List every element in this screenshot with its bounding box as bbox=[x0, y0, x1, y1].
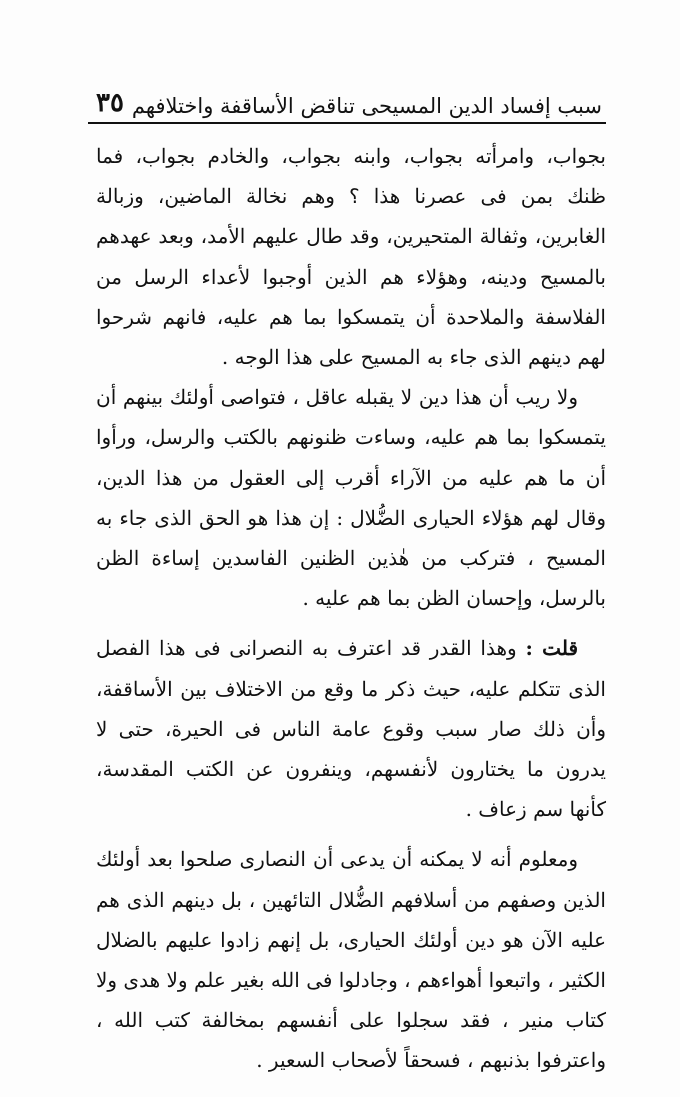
paragraph-3-text: وهذا القدر قد اعترف به النصرانى فى هذا الفصل الذى تتكلم عليه، حيث ذكر ما وقع من الاختلاف بين الأساقفة، وأن ذلك صار سبب وقوع عامة الناس فى الحيرة، حتى لا يدرون ما يختارون لأنفسهم، وينفرون عن الكتب المقدسة، كأنها سم زعاف . bbox=[96, 636, 606, 822]
paragraph-3 bbox=[96, 628, 606, 829]
paragraph-2-text: ولا ريب أن هذا دين لا يقبله عاقل ، فتواصى أولئك بينهم أن يتمسكوا بما هم عليه، وساءت ظنونهم بالكتب والرسل، ورأوا أن ما هم عليه من الآراء أقرب إلى العقول من هذا الدين، وقال لهم هؤلاء الحيارى الضُّلال : إن هذا هو الحق الذى جاء به المسيح ، فتركب من هٰذين الظنين الفاسدين إساءة الظن بالرسل، وإحسان الظن بما هم عليه . bbox=[96, 385, 606, 611]
running-header bbox=[88, 78, 606, 118]
header-rule bbox=[88, 122, 606, 124]
header-title: سبب إفساد الدين المسيحى تناقض الأساقفة واختلافهم bbox=[131, 94, 602, 118]
paragraph-1 bbox=[96, 136, 606, 377]
paragraph-2 bbox=[96, 377, 606, 618]
body-text bbox=[96, 136, 606, 1081]
paragraph-3-lead: قلت : bbox=[525, 636, 579, 661]
page-number: ٣٥ bbox=[96, 88, 124, 118]
paragraph-4 bbox=[96, 839, 606, 1080]
paragraph-1-text: بجواب، وامرأته بجواب، وابنه بجواب، والخادم بجواب، فما ظنك بمن فى عصرنا هذا ؟ وهم نخالة الماضين، وزبالة الغابرين، وثفالة المتحيرين، وقد طال عليهم الأمد، وبعد عهدهم بالمسيح ودينه، وهؤلاء هم الذين أوجبوا لأعداء الرسل من الفلاسفة والملاحدة أن يتمسكوا بما هم عليه، فانهم شرحوا لهم دينهم الذى جاء به المسيح على هذا الوجه . bbox=[96, 144, 606, 370]
paragraph-4-text: ومعلوم أنه لا يمكنه أن يدعى أن النصارى صلحوا بعد أولئك الذين وصفهم من أسلافهم الضُّلال التائهين ، بل دينهم الذى هم عليه الآن هو دين أولئك الحيارى، بل إنهم زادوا عليهم بالضلال الكثير ، واتبعوا أهواءهم ، وجادلوا فى الله بغير علم ولا هدى ولا كتاب منير ، فقد سجلوا على أنفسهم بمخالفة كتب الله ، واعترفوا بذنبهم ، فسحقاً لأصحاب السعير . bbox=[96, 847, 606, 1073]
